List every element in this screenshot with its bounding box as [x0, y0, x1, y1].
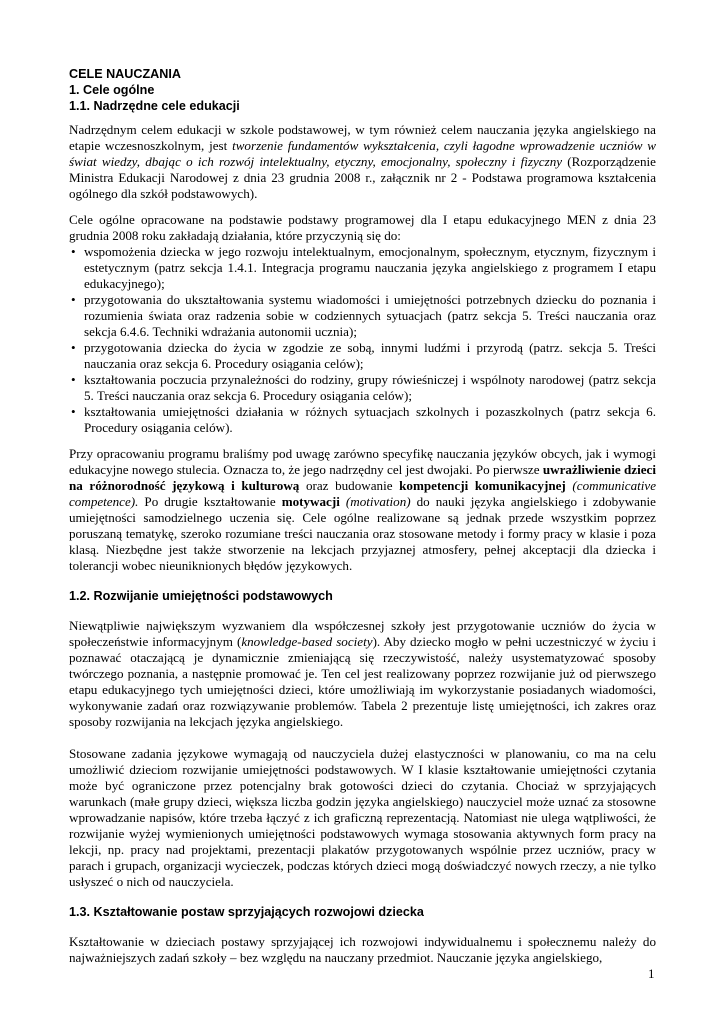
- paragraph-cele-ogolne: Cele ogólne opracowane na podstawie podstawy programowej dla I etapu edukacyjnego MEN z dnia 23 grudnia 2008 roku zakładają działania, które przyczynią się do:: [69, 212, 656, 243]
- heading-umiejetnosci: 1.2. Rozwijanie umiejętności podstawowych: [69, 589, 333, 603]
- paragraph-postawy: Kształtowanie w dzieciach postawy sprzyjającej ich rozwojowi indywidualnemu i społecznemu należy do najważniejszych zadań szkoły – bez względu na nauczany przedmiot. Nauczanie języka angielskiego,: [69, 934, 656, 965]
- page-number: 1: [648, 966, 655, 981]
- document-title: CELE NAUCZANIA: [69, 67, 181, 81]
- goals-list: [69, 244, 656, 436]
- paragraph-wyzwanie: Niewątpliwie największym wyzwaniem dla współczesnej szkoły jest przygotowanie uczniów do życia w społeczeństwie informacyjnym (knowledge-based society). Aby dziecko mogło w pełni uczestniczyć w życiu i poznawać otaczającą je dynamicznie zmieniającą się rzeczywistość, należy usystematyzować sposoby twórczego poznania, a następnie promować je. Ten cel jest realizowany poprzez rozwijanie już od pierwszego etapu edukacyjnego tych umiejętności dzieci, które umożliwiają im wykorzystanie posiadanych wiadomości, wykonywanie zadań oraz rozwiązywanie problemów. Tabela 2 prezentuje listę umiejętności, ich zakres oraz sposoby rozwijania na lekcjach języka angielskiego.: [69, 618, 657, 729]
- paragraph-zadania: Stosowane zadania językowe wymagają od nauczyciela dużej elastyczności w planowaniu, co ma na celu umożliwić dzieciom rozwijanie umiejętności podstawowych. W I klasie kształtowanie umiejętności czytania może być ograniczone przez potencjalny brak gotowości dzieci do czytania. Chociaż w sprzyjających warunkach (małe grupy dzieci, większa liczba godzin języka angielskiego) nauczyciel może uznać za stosowne wprowadzanie napisów, które trzeba łączyć z ich graficzną reprezentacją. Natomiast nie ulega wątpliwości, że rozwijanie wyżej wymienionych umiejętności podstawowych wymaga stosowania aktywnych form pracy na lekcji, np. pracy nad projektami, prezentacji plakatów przygotowanych wspólnie przez uczniów, pracy w parach i grupach, organizacji wycieczek, podczas których dzieci mogą doświadczyć nowych rzeczy, a nie tylko usłyszeć o nich od nauczyciela.: [69, 746, 656, 889]
- document-page: [69, 66, 656, 966]
- paragraph-intro: Nadrzędnym celem edukacji w szkole podstawowej, w tym również celem nauczania języka angielskiego na etapie wczesnoszkolnym, jest tworzenie fundamentów wykształcenia, czyli łagodne wprowadzenie uczniów w świat wiedzy, dbając o ich rozwój intelektualny, etyczny, emocjonalny, społeczny i fizyczny (Rozporządzenie Ministra Edukacji Narodowej z dnia 23 grudnia 2008 r., załącznik nr 2 - Podstawa programowa kształcenia ogólnego dla szkół podstawowych).: [69, 122, 656, 201]
- list-item: • kształtowania umiejętności działania w różnych sytuacjach szkolnych i pozaszkolnych (patrz sekcja 6. Procedury osiągania celów).: [69, 404, 656, 436]
- list-item: • przygotowania do ukształtowania systemu wiadomości i umiejętności potrzebnych dziecku do poznania i rozumienia świata oraz radzenia sobie w codziennych sytuacjach (patrz sekcja 5. Treści nauczania oraz sekcja 6.4.6. Techniki wdrażania autonomii ucznia);: [69, 292, 656, 340]
- list-item: • przygotowania dziecka do życia w zgodzie ze sobą, innymi ludźmi i przyrodą (patrz. sekcja 5. Treści nauczania oraz sekcja 6. Procedury osiągania celów);: [69, 340, 656, 372]
- list-item: • kształtowania poczucia przynależności do rodziny, grupy rówieśniczej i wspólnoty narodowej (patrz sekcja 5. Treści nauczania oraz sekcja 6. Procedury osiągania celów);: [69, 372, 656, 404]
- heading-nadrzedne-cele: 1.1. Nadrzędne cele edukacji: [69, 99, 240, 113]
- list-item: • wspomożenia dziecka w jego rozwoju intelektualnym, emocjonalnym, społecznym, etycznym, fizycznym i estetycznym (patrz sekcja 1.4.1. Integracja programu nauczania języka angielskiego z programem I etapu edukacyjnego);: [69, 244, 656, 292]
- paragraph-program: Przy opracowaniu programu braliśmy pod uwagę zarówno specyfikę nauczania języków obcych, jak i wymogi edukacyjne nowego stulecia. Oznacza to, że jego nadrzędny cel jest dwojaki. Po pierwsze uwrażliwienie dzieci na różnorodność językową i kulturową oraz budowanie kompetencji komunikacyjnej (communicative competence). Po drugie kształtowanie motywacji (motivation) do nauki języka angielskiego i zdobywanie umiejętności samodzielnego uczenia się. Cele ogólne realizowane są jednak przede wszystkim poprzez poruszaną tematykę, szeroko rozumiane treści nauczania oraz stosowane metody i formy pracy w klasie i poza klasą. Niezbędne jest także stworzenie na lekcjach przyjaznej atmosfery, pełnej akceptacji dla dziecka i tolerancji wobec nieuniknionych błędów językowych.: [69, 446, 657, 573]
- heading-postawy: 1.3. Kształtowanie postaw sprzyjających rozwojowi dziecka: [69, 905, 424, 919]
- heading-cele-ogolne: 1. Cele ogólne: [69, 83, 155, 97]
